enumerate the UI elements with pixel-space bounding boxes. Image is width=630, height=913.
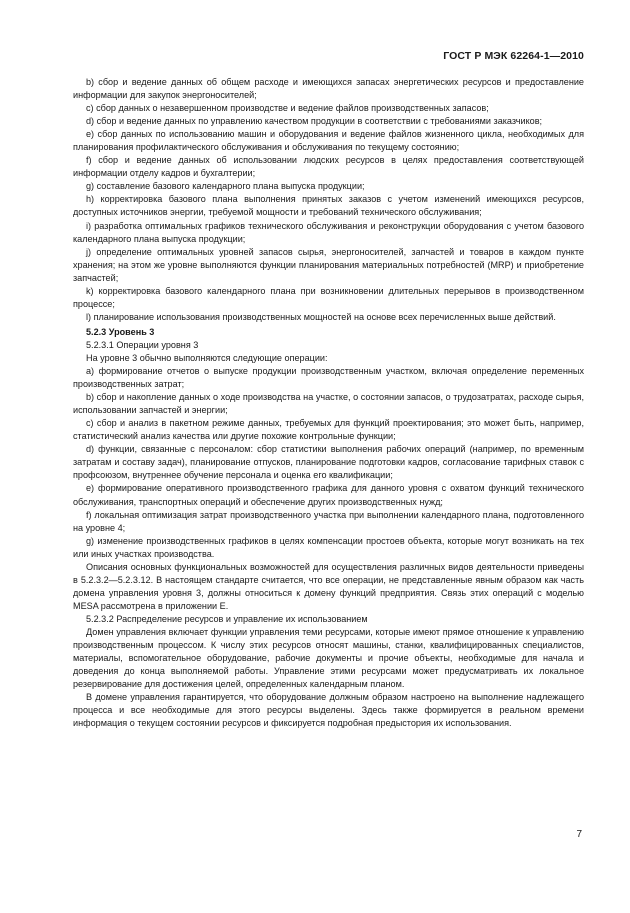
paragraph-item-l: l) планирование использования производственных мощностей на основе всех перечисленных выше действий.	[86, 311, 556, 322]
page-number: 7	[576, 829, 582, 840]
paragraph-descriptions: Описания основных функциональных возможностей для осуществления различных видов деятельности приведены в 5.2.3.2—5.2.3.12. В настоящем стандарте считается, что все операции, не представленные явным образом как часть домена управления уровня 3, должны относиться к домену функций предприятия. Связь этих операций с моделью MESA рассмотрена в приложении Е.	[73, 561, 584, 611]
level3-item-c: c) сбор и анализ в пакетном режиме данных, требуемых для функций проектирования; это может быть, например, статистический анализ качества или другие похожие контрольные функции;	[73, 418, 584, 442]
level3-item-a: a) формирование отчетов о выпуске продукции производственным участком, включая определение переменных производственных затрат;	[73, 366, 584, 390]
paragraph-resource-guarantee: В домене управления гарантируется, что оборудование должным образом настроено на выполнение надлежащего процесса и все необходимые для этого ресурсы выделены. Здесь также формируется в реальном времени информация о текущем состоянии ресурсов и фиксируется подробная предыстория их использования.	[73, 692, 584, 729]
paragraph-item-g: g) составление базового календарного плана выпуска продукции;	[86, 181, 365, 192]
level3-item-d: d) функции, связанные с персоналом: сбор статистики выполнения рабочих операций (например, по временным затратам и составу задач), планирование отпусков, планирование подготовки кадров, согласование тарифных ставок с профсоюзом, внутреннее обучение персонала и оценка его квалификации;	[73, 444, 584, 481]
paragraph-item-i: i) разработка оптимальных графиков технического обслуживания и реконструкции оборудования с учетом базового календарного плана выпуска продукции;	[73, 220, 584, 244]
paragraph-item-k: k) корректировка базового календарного плана при возникновении длительных перерывов в производственном процессе;	[73, 285, 584, 309]
paragraph-item-b: b) сбор и ведение данных об общем расходе и имеющихся запасах энергетических ресурсов и предоставление информации для закупок энергоносителей;	[73, 77, 584, 101]
paragraph-item-h: h) корректировка базового плана выполнения принятых заказов с учетом изменений имеющихся ресурсов, доступных источников энергии, требуемой мощности и требований технического обслуживания;	[73, 194, 584, 218]
paragraph-item-j: j) определение оптимальных уровней запасов сырья, энергоносителей, запчастей и товаров в каждом пункте хранения; на этом же уровне выполняются функции планирования материальных потребностей (MRP) и приобретение запчастей;	[73, 246, 584, 283]
level3-item-b: b) сбор и накопление данных о ходе производства на участке, о состоянии запасов, о трудозатратах, расходе сырья, использовании запчастей и энергии;	[73, 392, 584, 416]
paragraph-item-e: e) сбор данных по использованию машин и оборудования и ведение файлов жизненного цикла, необходимых для планирования профилактического обслуживания и обслуживания по текущему состоянию;	[73, 129, 584, 153]
paragraph-item-c: c) сбор данных о незавершенном производстве и ведение файлов производственных запасов;	[86, 103, 489, 114]
document-body	[73, 76, 584, 730]
paragraph-intro: На уровне 3 обычно выполняются следующие операции:	[86, 352, 328, 363]
subsection-heading-5-2-3-2: 5.2.3.2 Распределение ресурсов и управление их использованием	[86, 613, 368, 624]
level3-item-e: e) формирование оперативного производственного графика для данного уровня с охватом функций технического обслуживания, транспортных операций и обеспечение других производственных нужд;	[73, 483, 584, 507]
level3-item-f: f) локальная оптимизация затрат производственного участка при выполнении календарного плана, подготовленного на уровне 4;	[73, 509, 584, 533]
paragraph-resource-domain: Домен управления включает функции управления теми ресурсами, которые имеют прямое отношение к управлению производственным процессом. К числу этих ресурсов относят машины, станки, квалифицированных специалистов, материалы, вспомогательное оборудование, рабочие документы и прочие объекты, необходимые для начала и доведения до конца выполняемой работы. Управление этими ресурсами может предусматривать их локальное резервирование для достижения целей, определенных календарным планом.	[73, 626, 584, 690]
paragraph-item-f: f) сбор и ведение данных об использовании людских ресурсов в целях предоставления соответствующей информации отделу кадров и бухгалтерии;	[73, 155, 584, 179]
section-heading-5-2-3: 5.2.3 Уровень 3	[86, 326, 155, 337]
level3-item-g: g) изменение производственных графиков в целях компенсации простоев объекта, которые могут возникать на тех или иных участках производства.	[73, 535, 584, 559]
paragraph-item-d: d) сбор и ведение данных по управлению качеством продукции в соответствии с требованиями заказчиков;	[86, 116, 543, 127]
subsection-heading-5-2-3-1: 5.2.3.1 Операции уровня 3	[86, 339, 199, 350]
document-header: ГОСТ Р МЭК 62264-1—2010	[443, 50, 584, 62]
